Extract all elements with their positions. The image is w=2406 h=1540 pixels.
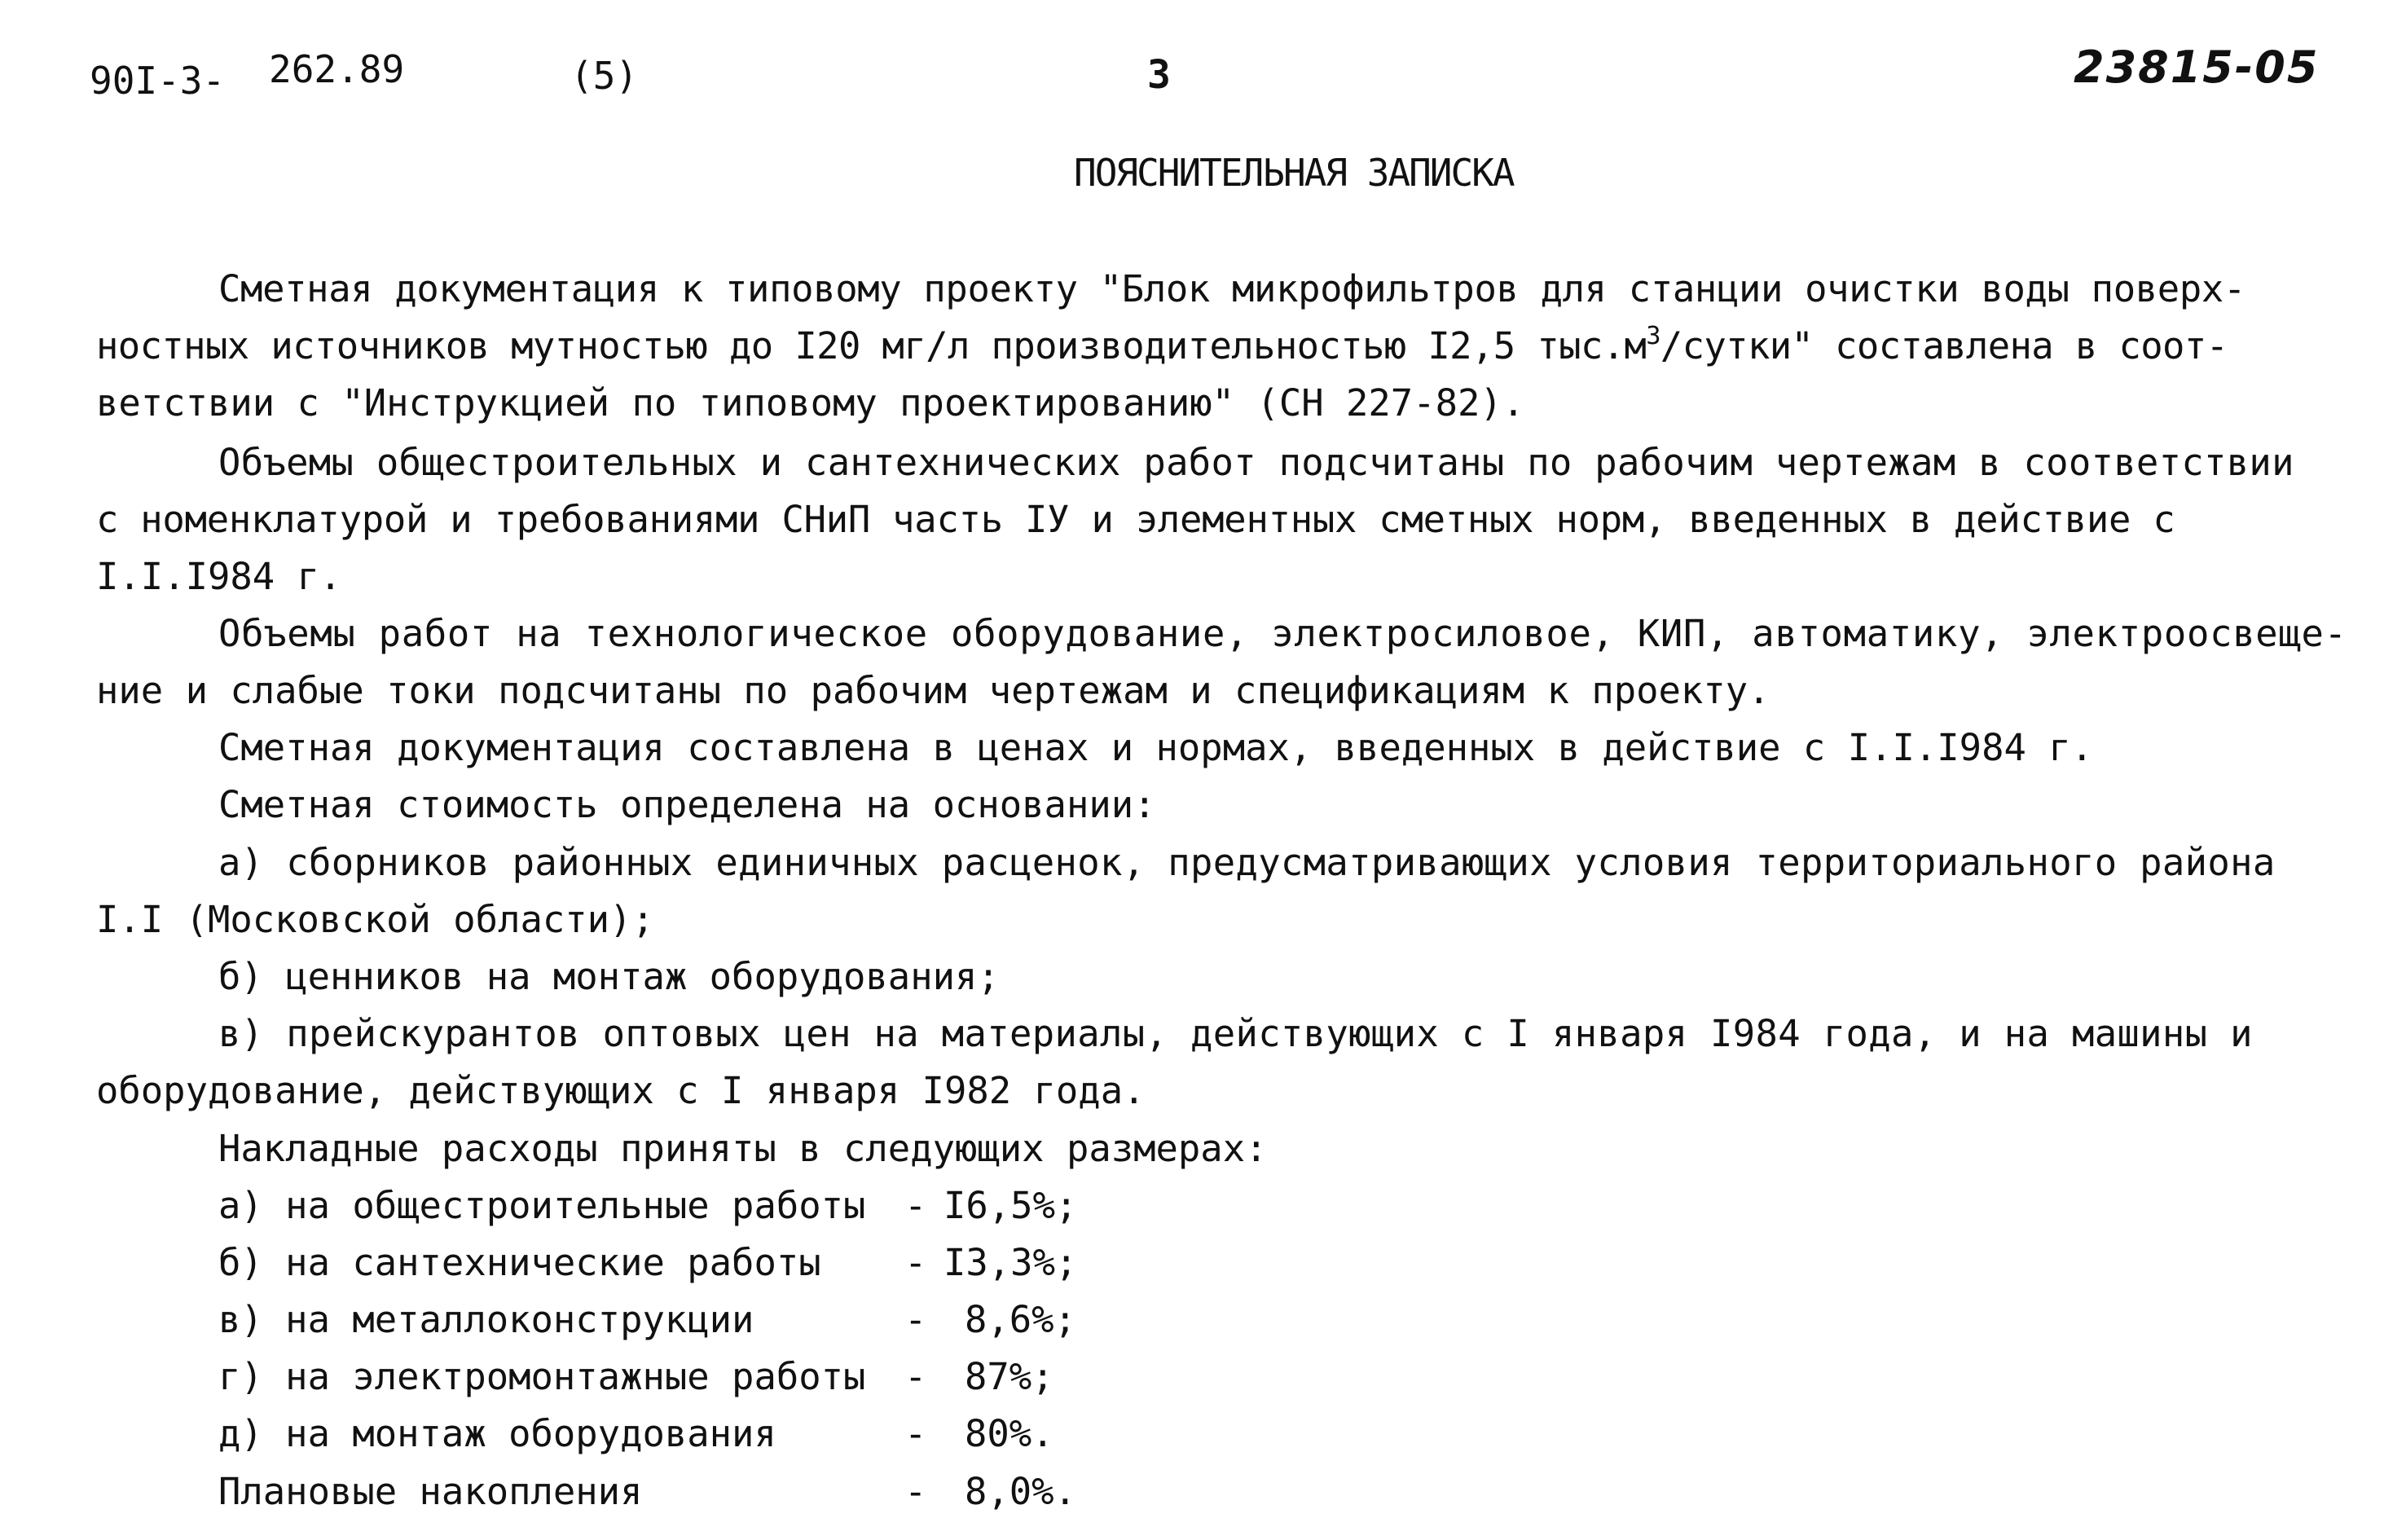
- paragraph-7: б) ценников на монтаж оборудования;: [218, 955, 1000, 998]
- superscript-cubic: 3: [1646, 322, 1660, 350]
- overhead-label: б) на сантехнические работы: [218, 1241, 821, 1284]
- overhead-value: 80%.: [965, 1412, 1054, 1455]
- project-part: (5): [570, 54, 639, 98]
- overhead-label: в) на металлоконструкции: [218, 1298, 754, 1341]
- document-title: ПОЯСНИТЕЛЬНАЯ ЗАПИСКА: [1074, 151, 1514, 195]
- paragraph-6-line-2: I.I (Московской области);: [96, 898, 654, 941]
- overhead-label: г) на электромонтажные работы: [218, 1355, 866, 1398]
- paragraph-8-line-2: оборудование, действующих с I января I982 года.: [96, 1069, 1146, 1112]
- planned-savings-value: 8,0%.: [965, 1470, 1076, 1513]
- paragraph-1-line-3: ветствии с "Инструкцией по типовому проектированию" (СН 227-82).: [96, 381, 1525, 425]
- overhead-dash: -: [904, 1184, 927, 1227]
- paragraph-9: Накладные расходы приняты в следующих размерах:: [218, 1127, 1268, 1170]
- paragraph-3-line-1: Объемы работ на технологическое оборудование, электросиловое, КИП, автоматику, электроосвеще-: [218, 612, 2347, 655]
- paragraph-1-line-2-text-b: /сутки" составлена в соот-: [1660, 324, 2228, 367]
- overhead-dash: -: [904, 1412, 927, 1455]
- overhead-label: д) на монтаж оборудования: [218, 1412, 776, 1455]
- paragraph-1-line-2: [96, 322, 2228, 367]
- paragraph-2-line-2: с номенклатурой и требованиями СНиП часть IУ и элементных сметных норм, введенных в действие с: [96, 498, 2175, 541]
- inventory-number: 23815-05: [2074, 42, 2320, 93]
- overhead-value: 87%;: [965, 1355, 1054, 1398]
- overhead-dash: -: [904, 1298, 927, 1341]
- overhead-dash: -: [904, 1355, 927, 1398]
- overhead-label: а) на общестроительные работы: [218, 1184, 866, 1227]
- project-code-number: 262.89: [269, 47, 405, 91]
- paragraph-2-line-1: Объемы общестроительных и сантехнических работ подсчитаны по рабочим чертежам в соответствии: [218, 441, 2294, 484]
- overhead-dash: -: [904, 1241, 927, 1284]
- planned-savings-dash: -: [904, 1470, 927, 1513]
- overhead-value: I3,3%;: [943, 1241, 1078, 1284]
- paragraph-1-line-1: Сметная документация к типовому проекту "Блок микрофильтров для станции очистки воды поверх-: [218, 267, 2245, 310]
- page-number: 3: [1147, 52, 1171, 98]
- overhead-value: 8,6%;: [965, 1298, 1076, 1341]
- paragraph-8-line-1: в) прейскурантов оптовых цен на материалы, действующих с I января I984 года, и на машины и: [218, 1012, 2253, 1055]
- planned-savings-label: Плановые накопления: [218, 1470, 643, 1513]
- overhead-value: I6,5%;: [943, 1184, 1078, 1227]
- paragraph-3-line-2: ние и слабые токи подсчитаны по рабочим чертежам и спецификациям к проекту.: [96, 669, 1770, 712]
- paragraph-1-line-2-text-a: ностных источников мутностью до I20 мг/л производительностью I2,5 тыс.м: [96, 324, 1647, 367]
- paragraph-4: Сметная документация составлена в ценах и нормах, введенных в действие с I.I.I984 г.: [218, 726, 2094, 769]
- paragraph-6-line-1: а) сборников районных единичных расценок, предусматривающих условия территориального района: [218, 841, 2276, 884]
- paragraph-5: Сметная стоимость определена на основании:: [218, 783, 1156, 826]
- paragraph-2-line-3: I.I.I984 г.: [96, 555, 342, 598]
- project-code-prefix: 90I-3-: [90, 59, 226, 103]
